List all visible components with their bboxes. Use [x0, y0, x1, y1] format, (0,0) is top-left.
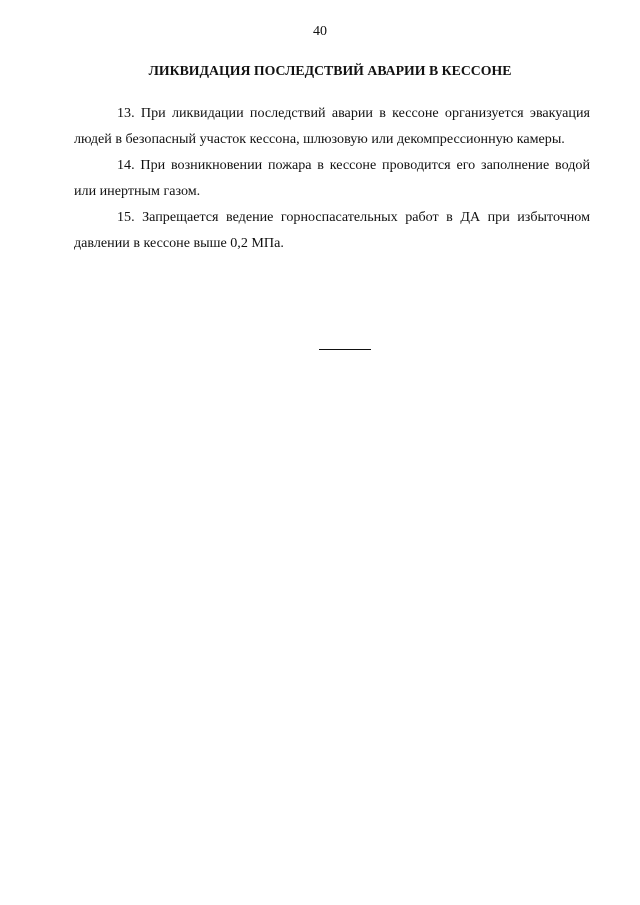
- paragraph-14: 14. При возникновении пожара в кессоне проводится его заполнение водой или инертным газом.: [74, 157, 590, 199]
- page-number: 40: [313, 24, 327, 39]
- closing-divider: [319, 349, 371, 350]
- paragraph-15: 15. Запрещается ведение горноспасательных работ в ДА при избыточном давлении в кессоне выше 0,2 МПа.: [74, 209, 590, 251]
- section-heading: ЛИКВИДАЦИЯ ПОСЛЕДСТВИЙ АВАРИИ В КЕССОНЕ: [148, 63, 512, 78]
- paragraph-13: 13. При ликвидации последствий аварии в кессоне организуется эвакуация людей в безопасный участок кессона, шлюзовую или декомпрессионную камеры.: [74, 105, 590, 147]
- body-text: [74, 100, 590, 256]
